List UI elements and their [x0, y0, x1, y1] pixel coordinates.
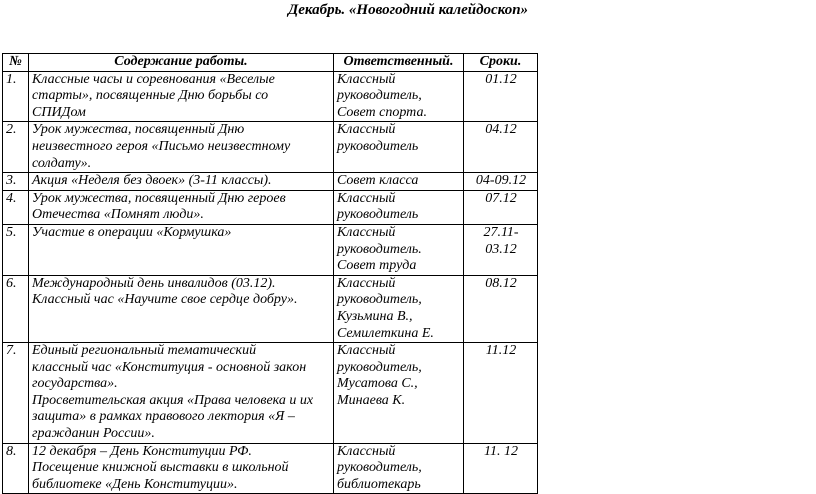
- row-responsible-line: Классный: [337, 443, 396, 459]
- header-dates: Сроки.: [464, 54, 538, 72]
- header-num: №: [3, 54, 29, 72]
- row-responsible-line: руководитель,: [337, 292, 422, 308]
- table-row: [3, 443, 538, 494]
- row-content-line: Классный час «Научите свое сердце добру».: [32, 292, 298, 308]
- row-content-line: Урок мужества, посвященный Дню героев: [32, 190, 286, 206]
- table-row: [3, 122, 538, 173]
- row-responsible-line: Классный: [337, 190, 396, 206]
- row-content-line: солдату».: [32, 155, 92, 171]
- row-responsible-line: Семилеткина Е.: [337, 325, 434, 341]
- row-content-line: библиотеке «День Конституции».: [32, 476, 238, 492]
- row-content-line: старты», посвященные Дню борьбы со: [32, 88, 269, 104]
- row-date-line: 07.12: [485, 190, 517, 206]
- row-date: [464, 71, 538, 122]
- row-content-line: Международный день инвалидов (03.12).: [32, 275, 276, 291]
- events-table: [2, 53, 538, 494]
- row-date-line: 04.12: [485, 122, 517, 138]
- row-content: [29, 122, 334, 173]
- row-content: [29, 443, 334, 494]
- row-content: [29, 275, 334, 342]
- row-date: [464, 190, 538, 224]
- row-responsible: [334, 443, 464, 494]
- row-number: 1.: [3, 71, 29, 122]
- row-responsible-line: Классный: [337, 275, 396, 291]
- row-responsible-line: Классный: [337, 343, 396, 359]
- row-responsible-line: Мусатова С.,: [337, 376, 418, 392]
- row-content-line: Посещение книжной выставки в школьной: [32, 460, 289, 476]
- row-number: 7.: [3, 343, 29, 444]
- row-content-line: Единый региональный тематический: [32, 343, 257, 359]
- row-content: [29, 343, 334, 444]
- row-date: [464, 443, 538, 494]
- row-content: [29, 173, 334, 191]
- header-content: Содержание работы.: [29, 54, 334, 72]
- row-date-line: 11. 12: [484, 443, 518, 459]
- row-responsible-line: руководитель.: [337, 241, 422, 257]
- table-row: [3, 71, 538, 122]
- row-content-line: Участие в операции «Кормушка»: [32, 224, 232, 240]
- row-number: 8.: [3, 443, 29, 494]
- row-date: [464, 275, 538, 342]
- row-content-line: Отечества «Помнят люди».: [32, 207, 204, 223]
- row-date-line: 27.11-: [483, 224, 519, 240]
- row-content: [29, 224, 334, 275]
- row-responsible: [334, 343, 464, 444]
- row-content: [29, 71, 334, 122]
- row-responsible-line: библиотекарь: [337, 476, 421, 492]
- row-content-line: гражданин России».: [32, 426, 155, 442]
- table-row: [3, 173, 538, 191]
- row-date-line: 03.12: [485, 241, 517, 257]
- page-title: Декабрь. «Новогодний калейдоскоп»: [287, 2, 529, 18]
- table-row: [3, 224, 538, 275]
- row-responsible-line: Совет спорта.: [337, 104, 427, 120]
- row-number: 2.: [3, 122, 29, 173]
- row-date: [464, 224, 538, 275]
- row-responsible-line: руководитель,: [337, 359, 422, 375]
- row-content-line: неизвестного героя «Письмо неизвестному: [32, 138, 291, 154]
- row-responsible: [334, 173, 464, 191]
- row-responsible-line: Минаева К.: [337, 392, 406, 408]
- row-content-line: защита» в рамках правового лектория «Я –: [32, 409, 295, 425]
- table-header-row: [3, 54, 538, 72]
- row-date-line: 04-09.12: [475, 173, 527, 189]
- header-responsible: Ответственный.: [334, 54, 464, 72]
- row-number: 6.: [3, 275, 29, 342]
- row-date-line: 11.12: [485, 343, 517, 359]
- row-date: [464, 122, 538, 173]
- row-responsible: [334, 224, 464, 275]
- table-body: [3, 71, 538, 494]
- row-responsible: [334, 275, 464, 342]
- row-responsible-line: Совет класса: [337, 173, 419, 189]
- row-content-line: классный час «Конституция - основной закон: [32, 359, 307, 375]
- row-number: 3.: [3, 173, 29, 191]
- row-content-line: Просветительская акция «Права человека и их: [32, 392, 314, 408]
- row-responsible-line: руководитель,: [337, 88, 422, 104]
- row-content-line: Урок мужества, посвященный Дню: [32, 122, 245, 138]
- row-responsible: [334, 71, 464, 122]
- row-content-line: государства».: [32, 376, 118, 392]
- row-content-line: Акция «Неделя без двоек» (3-11 классы).: [32, 173, 272, 189]
- row-date: [464, 173, 538, 191]
- row-responsible-line: Классный: [337, 71, 396, 87]
- row-date-line: 01.12: [485, 71, 517, 87]
- row-content: [29, 190, 334, 224]
- row-content-line: 12 декабря – День Конституции РФ.: [32, 443, 252, 459]
- row-responsible-line: руководитель,: [337, 460, 422, 476]
- row-date: [464, 343, 538, 444]
- row-content-line: СПИДом: [32, 104, 86, 120]
- table-row: [3, 275, 538, 342]
- row-responsible-line: Классный: [337, 224, 396, 240]
- row-date-line: 08.12: [485, 275, 517, 291]
- row-responsible-line: Совет труда: [337, 258, 417, 274]
- row-responsible-line: Классный: [337, 122, 396, 138]
- row-responsible: [334, 122, 464, 173]
- row-responsible-line: Кузьмина В.,: [337, 308, 413, 324]
- row-content-line: Классные часы и соревнования «Веселые: [32, 71, 275, 87]
- row-responsible: [334, 190, 464, 224]
- table-row: [3, 343, 538, 444]
- row-responsible-line: руководитель: [337, 207, 419, 223]
- row-number: 4.: [3, 190, 29, 224]
- row-number: 5.: [3, 224, 29, 275]
- row-responsible-line: руководитель: [337, 138, 419, 154]
- table-row: [3, 190, 538, 224]
